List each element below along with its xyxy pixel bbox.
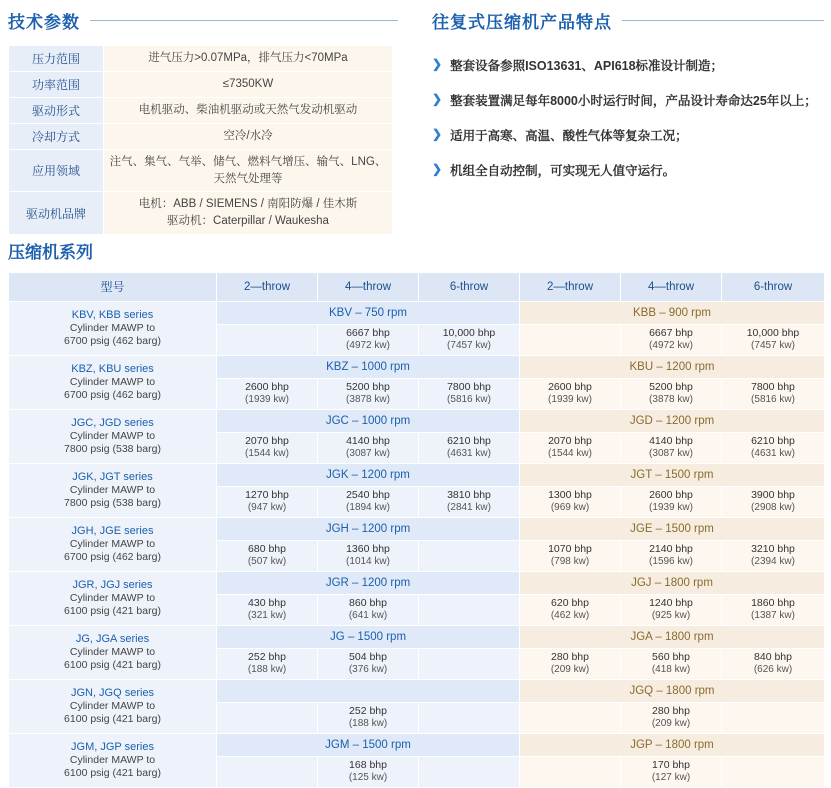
power-cell xyxy=(318,541,419,572)
spec-row xyxy=(9,124,393,150)
power-kw: (5816 kw) xyxy=(751,394,795,406)
spec-row xyxy=(9,46,393,72)
spec-value: 空冷/水冷 xyxy=(104,124,393,150)
power-bhp: 2540 bhp xyxy=(346,489,390,502)
spec-key: 功率范围 xyxy=(9,72,104,98)
power-cell xyxy=(722,487,825,518)
power-kw: (1387 kw) xyxy=(751,610,795,622)
power-cell xyxy=(217,487,318,518)
model-name: JGN, JGQ series xyxy=(70,686,155,699)
power-bhp: 280 bhp xyxy=(652,705,690,718)
model-sub: Cylinder MAWP to 6700 psig (462 barg) xyxy=(64,538,161,564)
table-row xyxy=(9,518,825,541)
power-bhp: 2600 bhp xyxy=(245,381,289,394)
feature-text: 整套装置满足每年8000小时运行时间，产品设计寿命达25年以上； xyxy=(450,94,817,109)
model-sub: Cylinder MAWP to 6100 psig (421 barg) xyxy=(64,592,161,618)
power-cell xyxy=(722,325,825,356)
spec-key: 压力范围 xyxy=(9,46,104,72)
tech-params-table xyxy=(8,45,393,235)
feature-item xyxy=(432,162,824,180)
model-cell xyxy=(9,626,217,680)
empty-cell xyxy=(520,703,621,734)
power-bhp: 4140 bhp xyxy=(346,435,390,448)
model-sub: Cylinder MAWP to 6100 psig (421 barg) xyxy=(64,700,161,726)
rpm-label-right: KBU – 1200 rpm xyxy=(520,356,825,379)
model-cell xyxy=(9,302,217,356)
power-bhp: 2600 bhp xyxy=(548,381,592,394)
power-bhp: 3210 bhp xyxy=(751,543,795,556)
power-cell xyxy=(217,433,318,464)
power-cell xyxy=(621,541,722,572)
feature-text: 适用于高寒、高温、酸性气体等复杂工况； xyxy=(450,129,688,144)
power-bhp: 1240 bhp xyxy=(649,597,693,610)
feature-text: 整套设备参照ISO13631、API618标准设计制造； xyxy=(450,59,724,73)
power-bhp: 7800 bhp xyxy=(447,381,491,394)
spec-value: 电机：ABB / SIEMENS / 南阳防爆 / 佳木斯 驱动机：Caterpillar / Waukesha xyxy=(104,192,393,234)
power-cell xyxy=(318,379,419,410)
power-bhp: 1070 bhp xyxy=(548,543,592,556)
power-kw: (641 kw) xyxy=(348,610,388,622)
empty-cell xyxy=(217,757,318,788)
power-bhp: 6210 bhp xyxy=(447,435,491,448)
power-cell xyxy=(318,325,419,356)
rpm-label-left: JGK – 1200 rpm xyxy=(217,464,520,487)
power-kw: (376 kw) xyxy=(348,664,388,676)
power-cell xyxy=(318,703,419,734)
power-bhp: 252 bhp xyxy=(248,651,286,664)
power-kw: (3878 kw) xyxy=(649,394,693,406)
rpm-label-right: JGD – 1200 rpm xyxy=(520,410,825,433)
empty-cell xyxy=(419,757,520,788)
power-kw: (1544 kw) xyxy=(245,448,289,460)
power-bhp: 1300 bhp xyxy=(548,489,592,502)
heading-rule xyxy=(622,20,824,21)
power-bhp: 620 bhp xyxy=(551,597,589,610)
power-bhp: 6210 bhp xyxy=(751,435,795,448)
model-name: JGK, JGT series xyxy=(72,470,153,483)
tech-params-section xyxy=(8,8,398,235)
power-kw: (1939 kw) xyxy=(245,394,289,406)
feature-text: 机组全自动控制，可实现无人值守运行。 xyxy=(450,164,676,179)
power-cell xyxy=(722,649,825,680)
power-kw: (3087 kw) xyxy=(649,448,693,460)
power-cell xyxy=(722,595,825,626)
power-kw: (798 kw) xyxy=(550,556,590,568)
rpm-label-left: JGM – 1500 rpm xyxy=(217,734,520,757)
power-cell xyxy=(621,595,722,626)
power-cell xyxy=(621,649,722,680)
power-bhp: 5200 bhp xyxy=(649,381,693,394)
chevron-right-icon: ❯ xyxy=(432,92,443,107)
model-cell xyxy=(9,410,217,464)
power-bhp: 168 bhp xyxy=(349,759,387,772)
power-cell xyxy=(722,433,825,464)
model-sub: Cylinder MAWP to 7800 psig (538 barg) xyxy=(64,430,161,456)
power-cell xyxy=(318,649,419,680)
power-bhp: 7800 bhp xyxy=(751,381,795,394)
power-cell xyxy=(318,757,419,788)
power-kw: (7457 kw) xyxy=(751,340,795,352)
power-kw: (209 kw) xyxy=(651,718,691,730)
power-cell xyxy=(520,649,621,680)
power-bhp: 2140 bhp xyxy=(649,543,693,556)
spec-key: 驱动机品牌 xyxy=(9,192,104,234)
spec-value: 电机驱动、柴油机驱动或天然气发动机驱动 xyxy=(104,98,393,124)
feature-item xyxy=(432,127,824,145)
power-bhp: 1860 bhp xyxy=(751,597,795,610)
power-kw: (1939 kw) xyxy=(548,394,592,406)
column-header: 2—throw xyxy=(217,273,318,302)
model-cell xyxy=(9,734,217,788)
table-row xyxy=(9,572,825,595)
power-bhp: 5200 bhp xyxy=(346,381,390,394)
power-kw: (925 kw) xyxy=(651,610,691,622)
feature-item xyxy=(432,57,824,75)
power-kw: (1596 kw) xyxy=(649,556,693,568)
power-kw: (3087 kw) xyxy=(346,448,390,460)
power-bhp: 860 bhp xyxy=(349,597,387,610)
model-cell xyxy=(9,356,217,410)
rpm-label-left xyxy=(217,680,520,703)
power-kw: (125 kw) xyxy=(348,772,388,784)
power-bhp: 170 bhp xyxy=(652,759,690,772)
power-kw: (1894 kw) xyxy=(346,502,390,514)
rpm-label-right: KBB – 900 rpm xyxy=(520,302,825,325)
table-row xyxy=(9,626,825,649)
model-sub: Cylinder MAWP to 7800 psig (538 barg) xyxy=(64,484,161,510)
empty-cell xyxy=(419,703,520,734)
power-bhp: 2600 bhp xyxy=(649,489,693,502)
power-cell xyxy=(722,379,825,410)
rpm-label-left: JGH – 1200 rpm xyxy=(217,518,520,541)
power-kw: (969 kw) xyxy=(550,502,590,514)
rpm-label-right: JGJ – 1800 rpm xyxy=(520,572,825,595)
power-cell xyxy=(520,487,621,518)
table-row xyxy=(9,464,825,487)
table-row xyxy=(9,302,825,325)
power-bhp: 3900 bhp xyxy=(751,489,795,502)
spec-row xyxy=(9,150,393,192)
power-cell xyxy=(520,541,621,572)
compressor-series-table xyxy=(8,272,825,788)
model-name: JGH, JGE series xyxy=(71,524,154,537)
power-kw: (1939 kw) xyxy=(649,502,693,514)
features-section xyxy=(432,8,824,198)
power-cell xyxy=(318,487,419,518)
power-bhp: 2070 bhp xyxy=(548,435,592,448)
model-name: KBZ, KBU series xyxy=(71,362,154,375)
rpm-label-left: JG – 1500 rpm xyxy=(217,626,520,649)
power-bhp: 280 bhp xyxy=(551,651,589,664)
power-kw: (1014 kw) xyxy=(346,556,390,568)
chevron-right-icon: ❯ xyxy=(432,162,443,177)
model-name: JGC, JGD series xyxy=(71,416,154,429)
spec-value: 注气、集气、气举、储气、燃料气增压、输气、LNG、天然气处理等 xyxy=(104,150,393,192)
model-sub: Cylinder MAWP to 6100 psig (421 barg) xyxy=(64,646,161,672)
chevron-right-icon: ❯ xyxy=(432,57,443,71)
features-title: 往复式压缩机产品特点 xyxy=(432,13,612,32)
power-bhp: 4140 bhp xyxy=(649,435,693,448)
power-cell xyxy=(318,595,419,626)
power-kw: (947 kw) xyxy=(247,502,287,514)
power-bhp: 3810 bhp xyxy=(447,489,491,502)
model-sub: Cylinder MAWP to 6700 psig (462 barg) xyxy=(64,322,161,348)
feature-item xyxy=(432,92,824,110)
power-kw: (1544 kw) xyxy=(548,448,592,460)
power-bhp: 430 bhp xyxy=(248,597,286,610)
power-cell xyxy=(621,433,722,464)
power-cell xyxy=(621,703,722,734)
power-cell xyxy=(722,541,825,572)
power-cell xyxy=(217,379,318,410)
power-cell xyxy=(621,379,722,410)
features-list xyxy=(432,57,824,181)
model-name: JGR, JGJ series xyxy=(72,578,153,591)
power-kw: (7457 kw) xyxy=(447,340,491,352)
power-kw: (462 kw) xyxy=(550,610,590,622)
empty-cell xyxy=(217,703,318,734)
power-bhp: 680 bhp xyxy=(248,543,286,556)
power-kw: (4631 kw) xyxy=(447,448,491,460)
power-kw: (2908 kw) xyxy=(751,502,795,514)
spec-key: 冷却方式 xyxy=(9,124,104,150)
power-cell xyxy=(318,433,419,464)
power-kw: (209 kw) xyxy=(550,664,590,676)
power-cell xyxy=(419,325,520,356)
power-cell xyxy=(520,379,621,410)
rpm-label-right: JGT – 1500 rpm xyxy=(520,464,825,487)
empty-cell xyxy=(520,325,621,356)
empty-cell xyxy=(722,757,825,788)
column-header: 6-throw xyxy=(722,273,825,302)
power-cell xyxy=(217,541,318,572)
rpm-label-right: JGE – 1500 rpm xyxy=(520,518,825,541)
power-cell xyxy=(520,433,621,464)
empty-cell xyxy=(520,757,621,788)
model-cell xyxy=(9,680,217,734)
series-title: 压缩机系列 xyxy=(8,243,93,262)
power-kw: (4972 kw) xyxy=(649,340,693,352)
power-bhp: 504 bhp xyxy=(349,651,387,664)
spec-row xyxy=(9,192,393,234)
power-kw: (3878 kw) xyxy=(346,394,390,406)
table-header-row xyxy=(9,273,825,302)
power-kw: (2841 kw) xyxy=(447,502,491,514)
spec-value: ≤7350KW xyxy=(104,72,393,98)
column-header: 2—throw xyxy=(520,273,621,302)
spec-row xyxy=(9,98,393,124)
empty-cell xyxy=(419,649,520,680)
power-kw: (188 kw) xyxy=(348,718,388,730)
spec-key: 应用领域 xyxy=(9,150,104,192)
empty-cell xyxy=(419,541,520,572)
power-kw: (4972 kw) xyxy=(346,340,390,352)
power-kw: (2394 kw) xyxy=(751,556,795,568)
power-cell xyxy=(621,487,722,518)
power-kw: (188 kw) xyxy=(247,664,287,676)
power-bhp: 6667 bhp xyxy=(649,327,693,340)
spec-value: 进气压力>0.07MPa，排气压力<70MPa xyxy=(104,46,393,72)
rpm-label-left: JGR – 1200 rpm xyxy=(217,572,520,595)
column-header: 型号 xyxy=(9,273,217,302)
power-kw: (127 kw) xyxy=(651,772,691,784)
power-kw: (5816 kw) xyxy=(447,394,491,406)
heading-rule xyxy=(90,20,398,21)
rpm-label-right: JGQ – 1800 rpm xyxy=(520,680,825,703)
empty-cell xyxy=(217,325,318,356)
table-row xyxy=(9,734,825,757)
model-name: KBV, KBB series xyxy=(71,308,154,321)
rpm-label-left: KBZ – 1000 rpm xyxy=(217,356,520,379)
column-header: 4—throw xyxy=(318,273,419,302)
power-kw: (507 kw) xyxy=(247,556,287,568)
power-bhp: 1270 bhp xyxy=(245,489,289,502)
power-bhp: 252 bhp xyxy=(349,705,387,718)
empty-cell xyxy=(722,703,825,734)
power-kw: (626 kw) xyxy=(753,664,793,676)
model-cell xyxy=(9,572,217,626)
power-bhp: 10,000 bhp xyxy=(442,327,496,340)
spec-row xyxy=(9,72,393,98)
power-cell xyxy=(217,595,318,626)
rpm-label-right: JGP – 1800 rpm xyxy=(520,734,825,757)
power-cell xyxy=(621,325,722,356)
empty-cell xyxy=(419,595,520,626)
power-cell xyxy=(419,379,520,410)
power-kw: (4631 kw) xyxy=(751,448,795,460)
power-bhp: 1360 bhp xyxy=(346,543,390,556)
column-header: 6-throw xyxy=(419,273,520,302)
power-bhp: 2070 bhp xyxy=(245,435,289,448)
rpm-label-left: KBV – 750 rpm xyxy=(217,302,520,325)
table-row xyxy=(9,680,825,703)
chevron-right-icon: ❯ xyxy=(432,127,443,142)
spec-key: 驱动形式 xyxy=(9,98,104,124)
model-name: JG, JGA series xyxy=(75,632,150,645)
table-row xyxy=(9,356,825,379)
power-cell xyxy=(621,757,722,788)
power-cell xyxy=(419,487,520,518)
model-name: JGM, JGP series xyxy=(71,740,154,753)
power-bhp: 840 bhp xyxy=(754,651,792,664)
compressor-series-table-wrap xyxy=(8,272,824,788)
model-cell xyxy=(9,464,217,518)
features-heading xyxy=(432,8,824,33)
tech-params-title: 技术参数 xyxy=(8,13,80,32)
series-heading xyxy=(8,238,824,263)
rpm-label-right: JGA – 1800 rpm xyxy=(520,626,825,649)
power-bhp: 560 bhp xyxy=(652,651,690,664)
power-cell xyxy=(419,433,520,464)
power-bhp: 6667 bhp xyxy=(346,327,390,340)
tech-params-heading xyxy=(8,8,398,33)
table-row xyxy=(9,410,825,433)
power-cell xyxy=(520,595,621,626)
power-kw: (321 kw) xyxy=(247,610,287,622)
power-bhp: 10,000 bhp xyxy=(746,327,800,340)
power-kw: (418 kw) xyxy=(651,664,691,676)
rpm-label-left: JGC – 1000 rpm xyxy=(217,410,520,433)
model-sub: Cylinder MAWP to 6100 psig (421 barg) xyxy=(64,754,161,780)
power-cell xyxy=(217,649,318,680)
column-header: 4—throw xyxy=(621,273,722,302)
model-sub: Cylinder MAWP to 6700 psig (462 barg) xyxy=(64,376,161,402)
model-cell xyxy=(9,518,217,572)
